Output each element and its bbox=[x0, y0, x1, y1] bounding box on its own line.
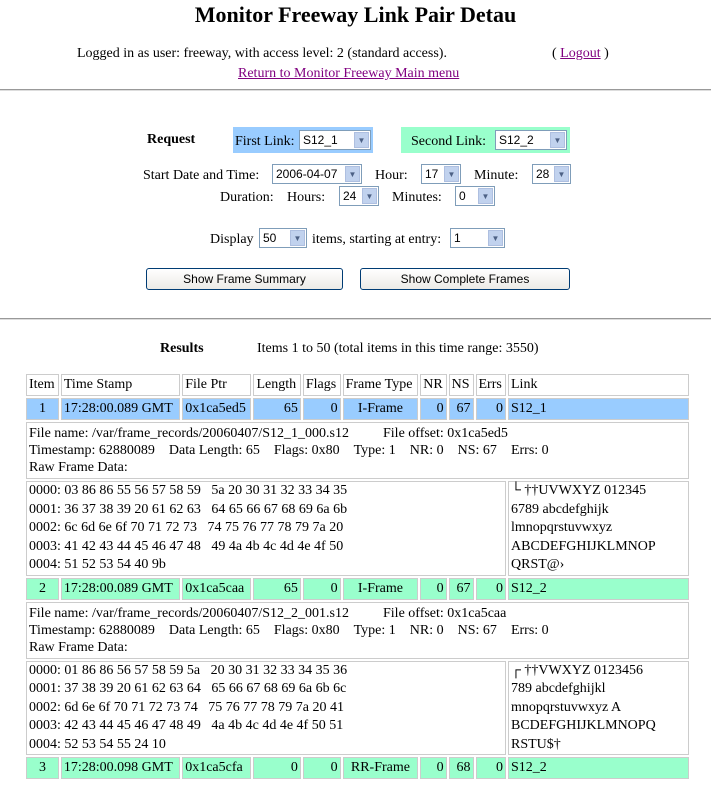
minute-select[interactable] bbox=[532, 164, 571, 184]
file-name: File name: /var/frame_records/20060407/S12_1_000.s12 bbox=[29, 426, 349, 441]
cell-timestamp: 17:28:00.089 GMT bbox=[61, 398, 180, 420]
cell-length: 0 bbox=[253, 757, 300, 779]
cell-flags: 0 bbox=[303, 398, 341, 420]
table-header-row bbox=[26, 374, 689, 396]
cell-frame-type: I-Frame bbox=[343, 578, 419, 600]
raw-frame-label: Raw Frame Data: bbox=[29, 639, 128, 655]
second-link-select[interactable] bbox=[495, 130, 567, 150]
duration-hours-value: 24 bbox=[343, 189, 357, 203]
cell-flags: 0 bbox=[303, 757, 341, 779]
flags: Flags: 0x80 bbox=[273, 622, 340, 638]
cell-nr: 0 bbox=[420, 578, 446, 600]
cell-ns: 67 bbox=[449, 578, 474, 600]
cell-fileptr: 0x1ca5cfa bbox=[182, 757, 251, 779]
hour-select[interactable] bbox=[421, 164, 461, 184]
cell-item: 1 bbox=[26, 398, 59, 420]
minute-value: 28 bbox=[536, 167, 550, 181]
duration-hours-select[interactable] bbox=[339, 186, 379, 206]
table-row[interactable] bbox=[26, 398, 689, 420]
nr: NR: 0 bbox=[409, 622, 444, 638]
page-title: Monitor Freeway Link Pair Detau bbox=[194, 2, 517, 27]
cell-errs: 0 bbox=[476, 578, 507, 600]
col-header: NS bbox=[449, 374, 474, 396]
chevron-down-icon: ▼ bbox=[354, 132, 369, 148]
duration-label: Duration: bbox=[220, 190, 274, 205]
raw-frame-row bbox=[26, 481, 689, 576]
hex-line: 0003: 42 43 44 45 46 47 48 49 4a 4b 4c 4d 4e 4f 50 51 bbox=[29, 718, 344, 733]
hex-line: 0004: 51 52 53 54 40 9b bbox=[29, 557, 166, 572]
cell-errs: 0 bbox=[476, 757, 507, 779]
detail-line-file bbox=[29, 605, 686, 622]
raw-frame-row bbox=[26, 661, 689, 756]
detail-line-file bbox=[29, 425, 686, 442]
divider-bottom bbox=[0, 318, 711, 320]
cell-frame-type: RR-Frame bbox=[343, 757, 419, 779]
start-entry-value: 1 bbox=[454, 231, 461, 245]
file-offset: File offset: 0x1ca5ed5 bbox=[383, 426, 508, 441]
data-length: Data Length: 65 bbox=[168, 443, 260, 458]
duration-minutes-value: 0 bbox=[459, 189, 466, 203]
hour-label: Hour: bbox=[375, 168, 408, 183]
ascii-line: 789 abcdefghijkl bbox=[511, 681, 606, 696]
ascii-line: BCDEFGHIJKLMNOPQ bbox=[511, 718, 656, 733]
hex-dump bbox=[26, 661, 506, 756]
detail-line-meta bbox=[29, 622, 686, 639]
show-complete-frames-button[interactable]: Show Complete Frames bbox=[360, 268, 570, 290]
cell-ns: 67 bbox=[449, 398, 474, 420]
nr: NR: 0 bbox=[409, 443, 444, 458]
col-header: NR bbox=[420, 374, 446, 396]
chevron-down-icon: ▼ bbox=[554, 166, 569, 182]
logout-link[interactable]: Logout bbox=[560, 46, 601, 61]
ascii-line: ┌ ††VWXYZ 0123456 bbox=[511, 662, 644, 678]
data-length: Data Length: 65 bbox=[168, 622, 260, 638]
logout-open-paren: ( bbox=[552, 46, 557, 61]
cell-fileptr: 0x1ca5caa bbox=[182, 578, 251, 600]
type: Type: 1 bbox=[353, 622, 396, 638]
hex-line: 0004: 52 53 54 55 24 10 bbox=[29, 736, 166, 752]
timestamp: Timestamp: 62880089 bbox=[29, 622, 155, 638]
ascii-line: QRST@› bbox=[511, 557, 565, 572]
chevron-down-icon: ▼ bbox=[290, 230, 305, 246]
hex-line: 0002: 6c 6d 6e 6f 70 71 72 73 74 75 76 77 78 79 7a 20 bbox=[29, 520, 344, 535]
cell-nr: 0 bbox=[420, 757, 446, 779]
col-header: Time Stamp bbox=[61, 374, 180, 396]
timestamp: Timestamp: 62880089 bbox=[29, 443, 155, 458]
display-count-value: 50 bbox=[263, 231, 277, 245]
chevron-down-icon: ▼ bbox=[488, 230, 503, 246]
cell-flags: 0 bbox=[303, 578, 341, 600]
cell-link: S12_2 bbox=[508, 578, 689, 600]
file-name: File name: /var/frame_records/20060407/S12_2_001.s12 bbox=[29, 605, 349, 621]
col-header: Link bbox=[508, 374, 689, 396]
cell-frame-type: I-Frame bbox=[343, 398, 419, 420]
items-starting-label: items, starting at entry: bbox=[312, 232, 442, 247]
hex-line: 0001: 36 37 38 39 20 61 62 63 64 65 66 67 68 69 6a 6b bbox=[29, 501, 348, 517]
start-entry-select[interactable] bbox=[450, 228, 505, 248]
cell-errs: 0 bbox=[476, 398, 507, 420]
hex-line: 0001: 37 38 39 20 61 62 63 64 65 66 67 68 69 6a 6b 6c bbox=[29, 681, 347, 696]
first-link-label: First Link: bbox=[235, 134, 295, 149]
show-frame-summary-button[interactable]: Show Frame Summary bbox=[146, 268, 343, 290]
divider-top bbox=[0, 89, 711, 91]
cell-link: S12_1 bbox=[508, 398, 689, 420]
first-link-value: S12_1 bbox=[303, 133, 338, 147]
ascii-dump bbox=[508, 481, 689, 576]
col-header: Frame Type bbox=[343, 374, 419, 396]
logout-close-paren: ) bbox=[604, 46, 609, 61]
duration-minutes-select[interactable] bbox=[455, 186, 495, 206]
ns: NS: 67 bbox=[457, 443, 497, 458]
flags: Flags: 0x80 bbox=[273, 443, 340, 458]
minute-label: Minute: bbox=[474, 168, 519, 183]
hex-line: 0002: 6d 6e 6f 70 71 72 73 74 75 76 77 78 79 7a 20 41 bbox=[29, 699, 344, 715]
chevron-down-icon: ▼ bbox=[345, 166, 360, 182]
chevron-down-icon: ▼ bbox=[478, 188, 493, 204]
hex-line: 0000: 01 86 86 56 57 58 59 5a 20 30 31 32 33 34 35 36 bbox=[29, 662, 348, 678]
detail-line-meta bbox=[29, 442, 686, 459]
first-link-select[interactable] bbox=[299, 130, 371, 150]
display-count-select[interactable] bbox=[259, 228, 307, 248]
ascii-line: lmnopqrstuvwxyz bbox=[511, 520, 613, 535]
ascii-line: RSTU$† bbox=[511, 736, 561, 752]
logout-wrapper bbox=[552, 46, 609, 62]
request-heading: Request bbox=[147, 132, 196, 147]
col-header: Item bbox=[26, 374, 59, 396]
cell-item: 3 bbox=[26, 757, 59, 779]
cell-ns: 68 bbox=[449, 757, 474, 779]
display-label: Display bbox=[210, 232, 254, 247]
cell-timestamp: 17:28:00.089 GMT bbox=[61, 578, 180, 600]
login-status: Logged in as user: freeway, with access level: 2 (standard access). bbox=[77, 46, 447, 61]
start-date-select[interactable] bbox=[272, 164, 362, 184]
col-header: Errs bbox=[476, 374, 507, 396]
results-table bbox=[24, 372, 691, 781]
ascii-line: mnopqrstuvwxyz A bbox=[511, 699, 622, 715]
minutes-label: Minutes: bbox=[392, 190, 442, 205]
ascii-line: 6789 abcdefghijk bbox=[511, 501, 609, 517]
results-summary: Items 1 to 50 (total items in this time range: 3550) bbox=[257, 341, 539, 356]
results-heading: Results bbox=[160, 341, 204, 356]
col-header: Length bbox=[253, 374, 300, 396]
frame-detail-row bbox=[26, 422, 689, 479]
hex-line: 0003: 41 42 43 44 45 46 47 48 49 4a 4b 4c 4d 4e 4f 50 bbox=[29, 538, 344, 554]
second-link-label: Second Link: bbox=[411, 134, 487, 149]
cell-length: 65 bbox=[253, 398, 300, 420]
hours-label: Hours: bbox=[287, 190, 326, 205]
col-header: File Ptr bbox=[182, 374, 251, 396]
frame-detail-row bbox=[26, 602, 689, 659]
cell-length: 65 bbox=[253, 578, 300, 600]
ascii-line: └ ††UVWXYZ 012345 bbox=[511, 483, 647, 498]
frame-detail bbox=[26, 422, 689, 479]
hex-dump bbox=[26, 481, 506, 576]
frame-detail bbox=[26, 602, 689, 659]
return-main-menu-link[interactable]: Return to Monitor Freeway Main menu bbox=[238, 66, 460, 81]
start-date-value: 2006-04-07 bbox=[276, 167, 338, 181]
table-row[interactable] bbox=[26, 578, 689, 600]
hex-line: 0000: 03 86 86 55 56 57 58 59 5a 20 30 31 32 33 34 35 bbox=[29, 483, 348, 498]
errs: Errs: 0 bbox=[510, 443, 549, 458]
cell-timestamp: 17:28:00.098 GMT bbox=[61, 757, 180, 779]
raw-frame-label: Raw Frame Data: bbox=[29, 460, 128, 475]
ns: NS: 67 bbox=[457, 622, 497, 638]
cell-fileptr: 0x1ca5ed5 bbox=[182, 398, 251, 420]
hour-value: 17 bbox=[425, 167, 439, 181]
start-datetime-label: Start Date and Time: bbox=[143, 168, 260, 183]
errs: Errs: 0 bbox=[510, 622, 549, 638]
file-offset: File offset: 0x1ca5caa bbox=[383, 605, 507, 621]
cell-nr: 0 bbox=[420, 398, 446, 420]
chevron-down-icon: ▼ bbox=[444, 166, 459, 182]
cell-link: S12_2 bbox=[508, 757, 689, 779]
col-header: Flags bbox=[303, 374, 341, 396]
ascii-line: ABCDEFGHIJKLMNOP bbox=[511, 538, 656, 554]
table-row[interactable] bbox=[26, 757, 689, 779]
chevron-down-icon: ▼ bbox=[362, 188, 377, 204]
cell-item: 2 bbox=[26, 578, 59, 600]
second-link-value: S12_2 bbox=[499, 133, 534, 147]
chevron-down-icon: ▼ bbox=[550, 132, 565, 148]
ascii-dump bbox=[508, 661, 689, 756]
type: Type: 1 bbox=[353, 443, 396, 458]
